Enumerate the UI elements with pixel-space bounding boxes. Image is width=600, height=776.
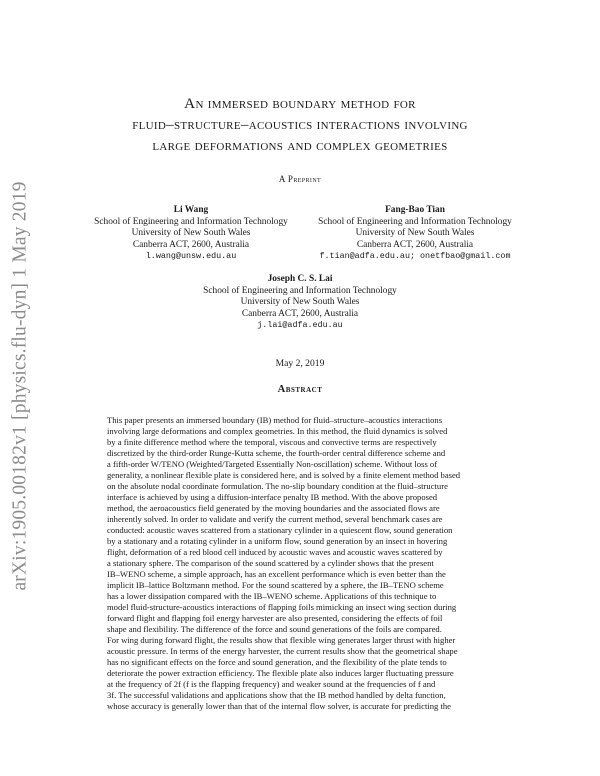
author-email[interactable]: j.lai@adfa.edu.au [257,320,343,331]
abstract-line: model fluid-structure-acoustics interactions of flapping foils mimicking an insect wing section during [107,602,457,613]
author-university: University of New South Wales [355,228,475,239]
author-block [180,274,420,332]
abstract-line: 3f. The successful validations and applications show that the IB method handled by delta function, [107,690,446,701]
abstract-line: whose accuracy is generally lower than that of the internal flow solver, is accurate for predicting the [107,701,451,712]
author-name: Li Wang [173,205,209,215]
abstract-line: inherently solved. In order to validate and verify the current method, several benchmark cases are [107,514,443,525]
author-address: Canberra ACT, 2600, Australia [132,239,250,250]
abstract-line: a stationary sphere. The comparison of the sound scattered by a cylinder shows that the present [107,558,434,569]
abstract-line: conducted: acoustic waves scattered from a stationary cylinder in a quiescent flow, sound generation [107,525,453,536]
preprint-label: A Preprint [278,174,322,184]
author-email[interactable]: f.tian@adfa.edu.au; onetfbao@gmail.com [319,251,511,262]
abstract-line: interface is achieved by using a diffusion-interface penalty IB method. With the above proposed [107,492,438,503]
abstract-line: For wing during forward flight, the results show that flexible wing generates larger thrust with higher [107,635,456,646]
abstract-line: involving large deformations and complex geometries. In this method, the fluid dynamics is solved [107,426,448,437]
title-line: large deformations and complex geometries [152,137,448,154]
arxiv-identifier-text: arXiv:1905.00182v1 [physics.flu-dyn] 1 May 2019 [10,181,32,591]
abstract-line: deteriorate the power extraction efficiency. The flexible plate also induces larger fluctuating pressure [107,668,454,679]
abstract-line: has no significant effects on the force and sound generation, and the flexibility of the plate tends to [107,657,447,668]
title-line: An immersed boundary method for [184,95,416,112]
abstract-body [107,415,494,712]
author-name: Joseph C. S. Lai [267,274,333,284]
author-block [304,205,526,263]
abstract-line: discretized by the third-order Runge-Kutta scheme, the fourth-order central difference scheme and [107,448,446,459]
author-university: University of New South Wales [240,297,360,308]
title-line: fluid–structure–acoustics interactions involving [132,116,468,133]
abstract-line: method, the aeroacoustics field generated by the moving boundaries and the associated flows are [107,503,440,514]
abstract-line: IB–WENO scheme, a simple approach, has an excellent performance which is even better than the [107,569,446,580]
publication-date: May 2, 2019 [275,358,325,369]
abstract-line: by a finite difference method where the temporal, viscous and convective terms are respectively [107,437,437,448]
author-email[interactable]: l.wang@unsw.edu.au [145,251,237,262]
abstract-heading: Abstract [277,384,323,395]
abstract-line: implicit IB–lattice Boltzmann method. For the sound scattered by a sphere, the IB–TENO scheme [107,580,444,591]
abstract-line: forward flight and flapping foil energy harvester are also presented, considering the effects of foil [107,613,443,624]
abstract-line: flight, deformation of a red blood cell induced by acoustic waves and acoustic waves scattered by [107,547,443,558]
abstract-line: at the frequency of 2f (f is the flapping frequency) and weaker sound at the frequencies of f and [107,679,436,690]
abstract-line: This paper presents an immersed boundary (IB) method for fluid–structure–acoustics interactions [107,415,443,425]
abstract-line: generality, a nonlinear flexible plate is considered here, and is solved by a finite element method based [107,470,461,481]
abstract-line: a fifth-order W/TENO (Weighted/Targeted Essentially Non-oscillation) scheme. Without loss of [107,459,438,470]
abstract-line: on the absolute nodal coordinate formulation. The no-slip boundary condition at the fluid–structure [107,481,448,492]
author-university: University of New South Wales [131,228,251,239]
author-address: Canberra ACT, 2600, Australia [356,239,474,250]
abstract-line: by a stationary and a rotating cylinder in a uniform flow, sound generation by an insect in hovering [107,536,448,547]
abstract-line: acoustic pressure. In terms of the energy harvester, the current results show that the geometrical shape [107,646,458,657]
author-affiliation: School of Engineering and Information Technology [318,216,512,227]
author-affiliation: School of Engineering and Information Technology [94,216,288,227]
abstract-line: has a lower dissipation compared with the IB–WENO scheme. Applications of this technique to [107,591,437,602]
author-address: Canberra ACT, 2600, Australia [241,308,359,319]
abstract-line: shape and flexibility. The difference of the force and sound generations of the foils are compared. [107,624,442,635]
author-affiliation: School of Engineering and Information Technology [203,285,397,296]
paper-title [70,93,530,156]
author-name: Fang-Bao Tian [385,205,445,215]
author-block [80,205,302,263]
